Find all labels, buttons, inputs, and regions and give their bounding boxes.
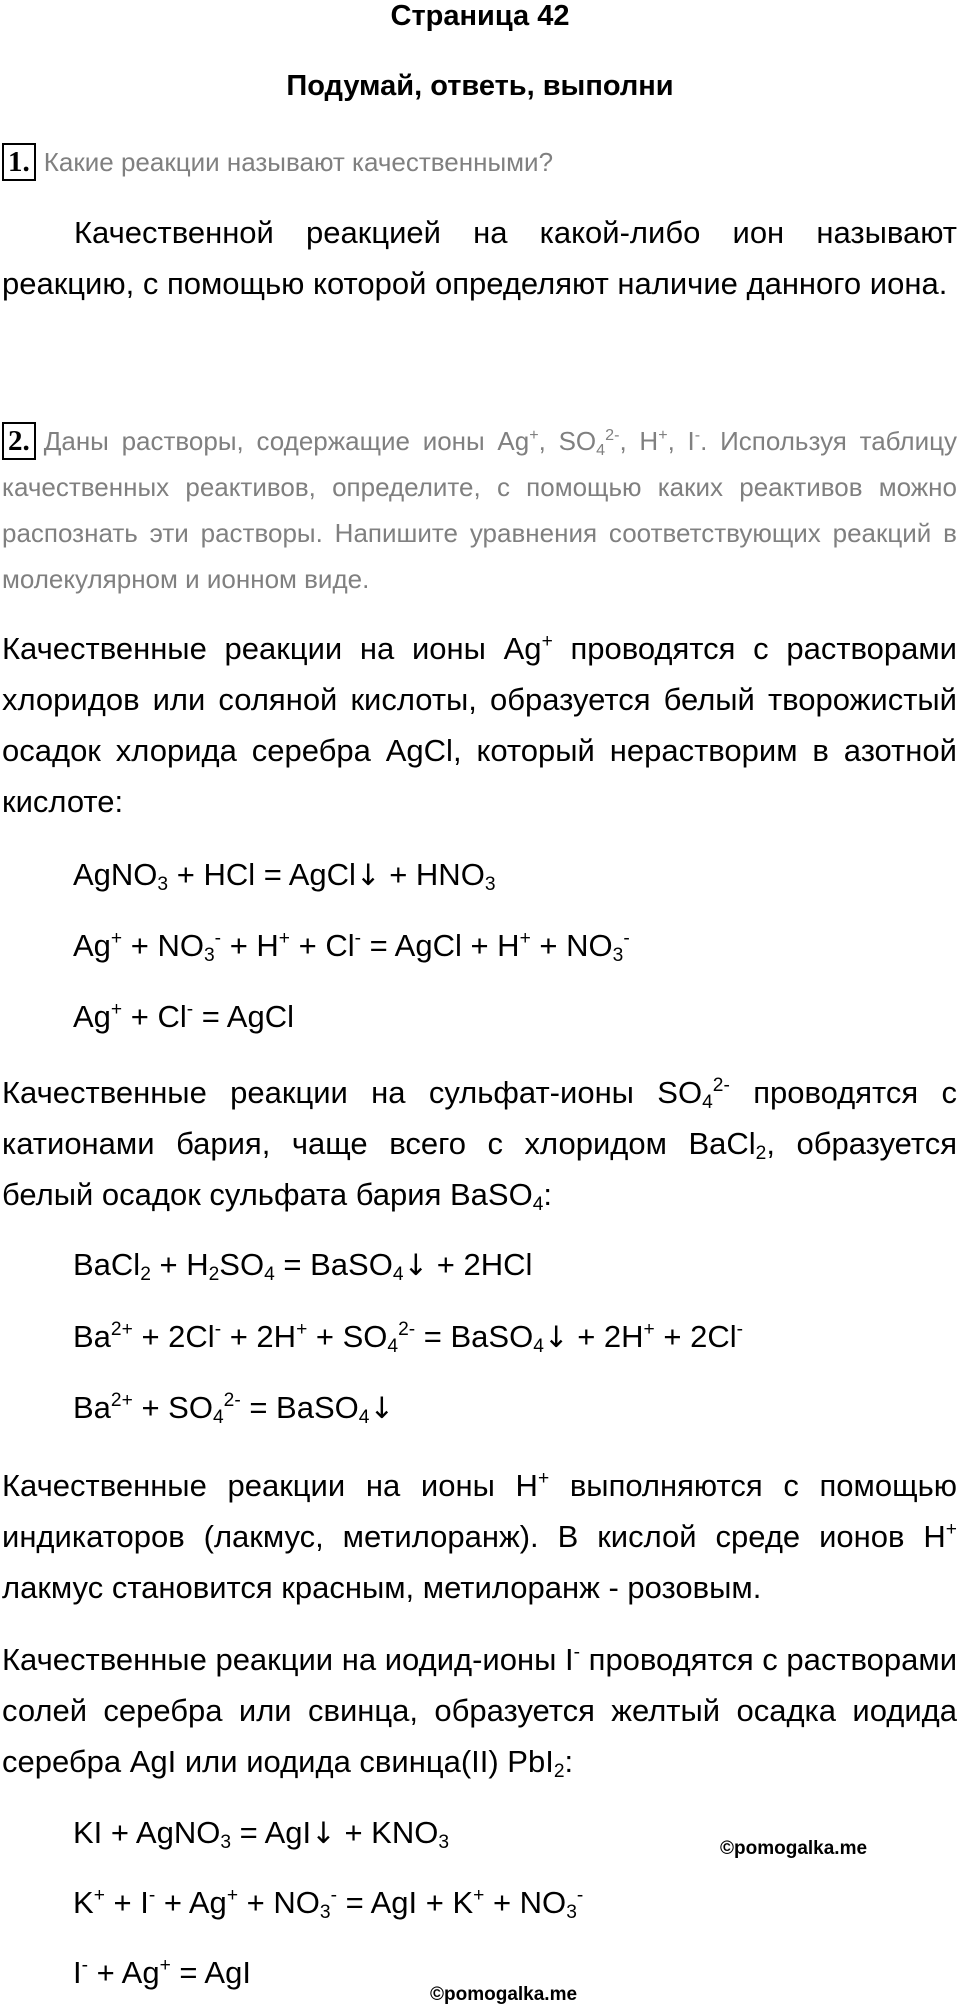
equation-iodide-short-ionic: I- + Ag+ = AgI bbox=[73, 1955, 251, 1990]
equation-silver-full-ionic: $Ag^+ + NO_3^- + H^+ + Cl^-$ = AgCl + $H^+ + NO_3^-$ bbox=[73, 928, 630, 967]
equation-silver-short-ionic: Ag+ + Cl- = AgCl bbox=[73, 999, 294, 1034]
iodide-intro: Качественные реакции на иодид-ионы I- проводятся с растворами солей серебра или свинца, образуется желтый осадка иодида серебра AgI или иодида свинца(II) PbI$_2$: bbox=[2, 1642, 958, 1783]
answer-1: Качественной реакцией на какой-либо ион называют реакцию, с помощью которой определяют наличие данного иона. bbox=[2, 215, 957, 301]
equation-iodide-molecular: KI + AgNO$_3$ = AgI↓ + $KNO_3$ bbox=[73, 1815, 450, 1854]
question-number-box: 1. bbox=[2, 143, 36, 181]
page-title: Страница 42 bbox=[390, 0, 570, 32]
watermark-mid: ©pomogalka.me bbox=[720, 1838, 868, 1859]
equation-sulfate-full-ionic: $Ba^{2+} + 2Cl^- + 2H^+ + SO_4^{2-}$ = BaSO$_4$↓ + 2H+ + 2Cl- bbox=[73, 1319, 744, 1358]
hydrogen-text: Качественные реакции на ионы H+ выполняются с помощью индикаторов (лакмус, метилоранж). В кислой среде ионов H+ лакмус становится красным, метилоранж - розовым. bbox=[2, 1468, 957, 1605]
silver-intro: Качественные реакции на ионы Ag+ проводятся с растворами хлоридов или соляной кислоты, образуется белый творожистый осадок хлорида серебра AgCl, который нерастворим в азотной кислоте: bbox=[2, 631, 957, 819]
equation-sulfate-short-ionic: $Ba^{2+} + SO_4^{2-}$ = BaSO$_4$↓ bbox=[73, 1390, 395, 1429]
sulfate-intro: Качественные реакции на сульфат-ионы $SO_4^{2-}$ проводятся с катионами бария, чаще всего с хлоридом BaCl$_2$, образуется белый осадок сульфата бария BaSO$_4$: bbox=[2, 1075, 957, 1216]
question-text: Какие реакции называют качественными? bbox=[43, 147, 554, 177]
section-title: Подумай, ответь, выполни bbox=[286, 70, 674, 102]
question-text: Даны растворы, содержащие ионы Ag+, $SO_4^{2-}$, H+, I-. Используя таблицу качественных реактивов, определите, с помощью каких реактивов можно распознать эти растворы. Напишите уравнения соответствующих реакций в молекулярном и ионном виде. bbox=[2, 426, 957, 594]
question-2 bbox=[2, 418, 957, 602]
watermark-bottom: ©pomogalka.me bbox=[430, 1984, 578, 2005]
equation-sulfate-molecular: BaCl$_2$ + $H_2SO_4$ = BaSO$_4$↓ + 2HCl bbox=[73, 1247, 533, 1286]
question-1 bbox=[2, 139, 957, 185]
equation-iodide-full-ionic: $K^+ + I^- + Ag^+ + NO_3^-$ = AgI + $K^+ + NO_3^-$ bbox=[73, 1885, 584, 1924]
question-number-box: 2. bbox=[2, 422, 36, 460]
equation-silver-molecular: AgNO$_3$ + HCl = AgCl↓ + $HNO_3$ bbox=[73, 857, 496, 896]
